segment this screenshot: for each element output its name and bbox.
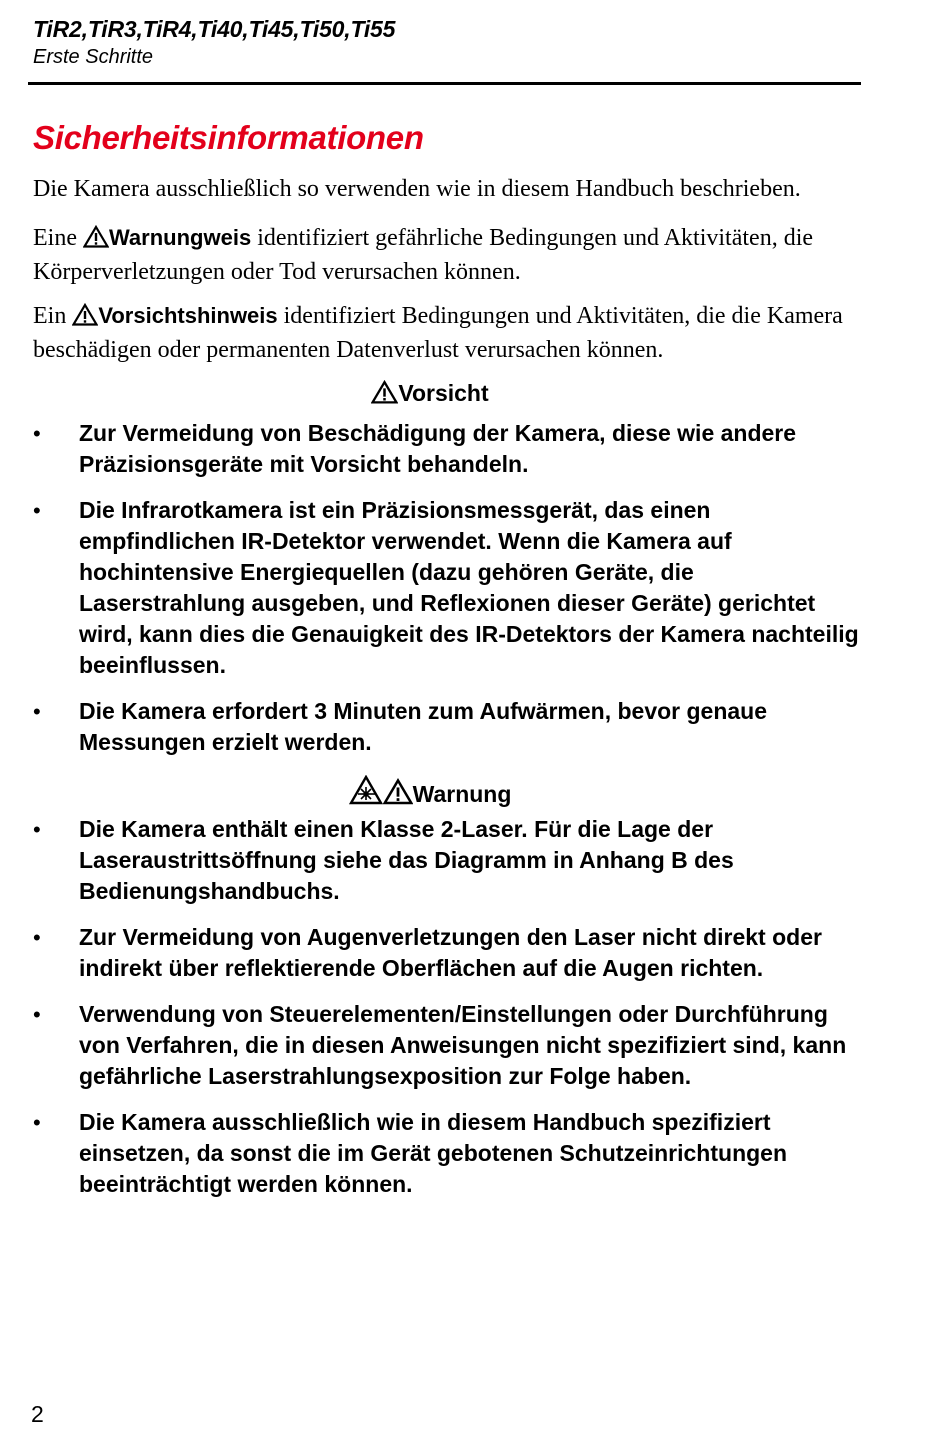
intro-text: identifiziert gefährliche Bedingungen und Aktivitäten, die Körperverletzungen oder Tod verursachen können. bbox=[33, 225, 814, 285]
list-item bbox=[0, 696, 860, 758]
list-item-text: Zur Vermeidung von Augenverletzungen den Laser nicht direkt oder indirekt über reflektierende Oberflächen auf die Augen richten. bbox=[79, 924, 822, 981]
list-item bbox=[0, 999, 860, 1092]
list-item-text: Zur Vermeidung von Beschädigung der Kamera, diese wie andere Präzisionsgeräte mit Vorsicht behandeln. bbox=[79, 420, 797, 477]
bullet: • bbox=[33, 1110, 41, 1135]
model-list: TiR2,TiR3,TiR4,Ti40,Ti45,Ti50,Ti55 bbox=[33, 16, 396, 42]
intro-text: Die Kamera ausschließlich so verwenden wie in diesem Handbuch beschrieben. bbox=[33, 176, 801, 202]
list-item-text: Verwendung von Steuerelementen/Einstellungen oder Durchführung von Verfahren, die in diesen Anweisungen nicht spezifiziert sind, kann gefährliche Laserstrahlungsexposition zur Folge haben. bbox=[79, 1001, 847, 1089]
laser-hazard-icon bbox=[349, 775, 383, 812]
intro-paragraph-2 bbox=[33, 222, 873, 288]
caution-heading-text: Vorsicht bbox=[398, 380, 489, 406]
warning-list bbox=[0, 814, 860, 1215]
bullet: • bbox=[33, 699, 41, 724]
warning-term: Warnungweis bbox=[108, 225, 252, 250]
list-item bbox=[0, 1107, 860, 1200]
list-item bbox=[0, 418, 860, 480]
intro-text: Ein bbox=[33, 303, 73, 329]
bullet: • bbox=[33, 817, 41, 842]
bullet: • bbox=[33, 1002, 41, 1027]
page-number: 2 bbox=[31, 1401, 44, 1427]
list-item bbox=[0, 814, 860, 907]
caution-list bbox=[0, 418, 860, 773]
warning-triangle-icon bbox=[72, 303, 98, 335]
list-item-text: Die Kamera erfordert 3 Minuten zum Aufwärmen, bevor genaue Messungen erzielt werden. bbox=[79, 698, 768, 755]
list-item-text: Die Kamera enthält einen Klasse 2-Laser. Für die Lage der Laseraustrittsöffnung siehe das Diagramm in Anhang B des Bedienungshandbuchs. bbox=[79, 816, 734, 904]
caution-heading bbox=[0, 378, 860, 411]
warning-triangle-icon bbox=[383, 778, 413, 812]
intro-text: Eine bbox=[33, 225, 83, 251]
bullet: • bbox=[33, 498, 41, 523]
page-title: Sicherheitsinformationen bbox=[33, 119, 424, 156]
list-item-text: Die Infrarotkamera ist ein Präzisionsmessgerät, das einen empfindlichen IR-Detektor verwendet. Wenn die Kamera auf hochintensive Energiequellen (dazu gehören Geräte, die Laserstrahlung ausgeben, und Reflexionen dieser Geräte) gerichtet wird, kann dies die Genauigkeit des IR-Detektors der Kamera nachteilig beeinflussen. bbox=[79, 497, 859, 678]
section-name: Erste Schritte bbox=[33, 46, 154, 68]
warning-heading bbox=[0, 775, 860, 812]
intro-paragraph-1 bbox=[33, 174, 873, 205]
bullet: • bbox=[33, 925, 41, 950]
bullet: • bbox=[33, 421, 41, 446]
caution-term: Vorsichtshinweis bbox=[98, 303, 278, 328]
warning-heading-text: Warnung bbox=[412, 781, 512, 807]
intro-paragraph-3 bbox=[33, 300, 873, 366]
intro-text: identifiziert Bedingungen und Aktivitäten, die die Kamera beschädigen oder permanenten Datenverlust verursachen können. bbox=[33, 303, 843, 363]
page-header bbox=[33, 14, 861, 70]
list-item-text: Die Kamera ausschließlich wie in diesem Handbuch spezifiziert einsetzen, da sonst die im Gerät gebotenen Schutzeinrichtungen beeinträchtigt werden können. bbox=[79, 1109, 788, 1197]
list-item bbox=[0, 495, 860, 681]
header-divider bbox=[28, 82, 861, 85]
warning-triangle-icon bbox=[83, 225, 109, 257]
warning-triangle-icon bbox=[371, 380, 398, 411]
list-item bbox=[0, 922, 860, 984]
